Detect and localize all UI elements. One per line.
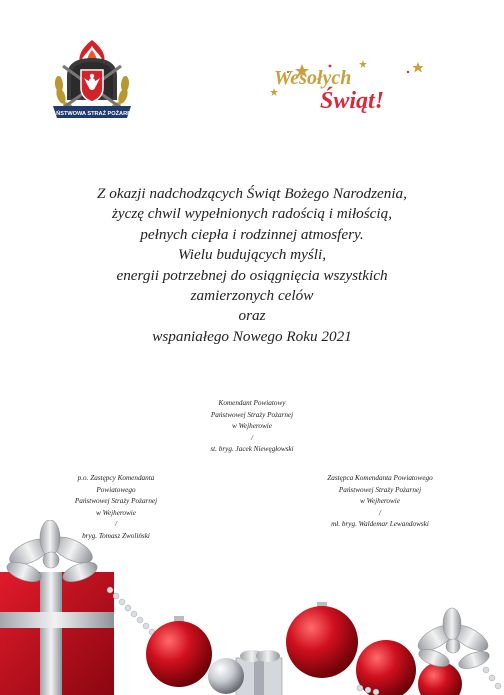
greeting-line: Wielu budujących myśli, xyxy=(177,246,327,264)
signature-line: w Wejherowie xyxy=(360,497,400,505)
signature-line: / xyxy=(115,520,117,528)
greeting-line: energii potrzebnej do osiągnięcia wszystkich xyxy=(116,266,388,284)
greeting-text xyxy=(60,184,444,347)
xmas-line1: Wesołych xyxy=(274,67,352,89)
greeting-line: pełnych ciepła i rodzinnej atmosfery. xyxy=(140,225,364,243)
bauble-icon xyxy=(146,602,462,695)
signature-name: mł. bryg. Waldemar Lewandowski xyxy=(331,520,429,528)
greeting-line: oraz xyxy=(238,307,266,325)
signature-line: Komendant Powiatowy xyxy=(218,399,286,407)
signature-line: Powiatowego xyxy=(96,485,136,494)
christmas-ornaments-illustration xyxy=(0,520,504,695)
xmas-logo xyxy=(268,58,430,114)
psp-ring-text: PAŃSTWOWA STRAŻ POŻARNA xyxy=(49,111,135,117)
signature-line: Państwowej Straży Pożarnej xyxy=(338,485,422,494)
signature-name: bryg. Tomasz Zwoliński xyxy=(82,531,150,540)
signature-line: Państwowej Straży Pożarnej xyxy=(74,497,158,505)
signature-line: p.o. Zastępcy Komendanta xyxy=(77,474,155,482)
signature-line: w Wejherowie xyxy=(96,508,136,517)
greeting-line: zamierzonych celów xyxy=(190,287,314,305)
greeting-line: życzę chwil wypełnionych radością i miłością, xyxy=(111,205,393,223)
psp-emblem-icon xyxy=(49,36,135,130)
signature-commander xyxy=(172,398,332,456)
signature-line: w Wejherowie xyxy=(232,422,272,430)
xmas-line2: Świąt! xyxy=(320,88,385,114)
signature-line: / xyxy=(251,433,253,442)
signature-line: / xyxy=(379,508,381,517)
signature-line: Państwowej Straży Pożarnej xyxy=(210,410,294,419)
signature-line: Zastępca Komendanta Powiatowego xyxy=(327,474,433,482)
greeting-line: wspaniałego Nowego Roku 2021 xyxy=(152,327,352,345)
signature-name: st. bryg. Jacek Niewęgłowski xyxy=(210,445,294,453)
greeting-line: Z okazji nadchodzących Świąt Bożego Narodzenia, xyxy=(97,185,407,202)
gift-icon xyxy=(0,572,114,695)
